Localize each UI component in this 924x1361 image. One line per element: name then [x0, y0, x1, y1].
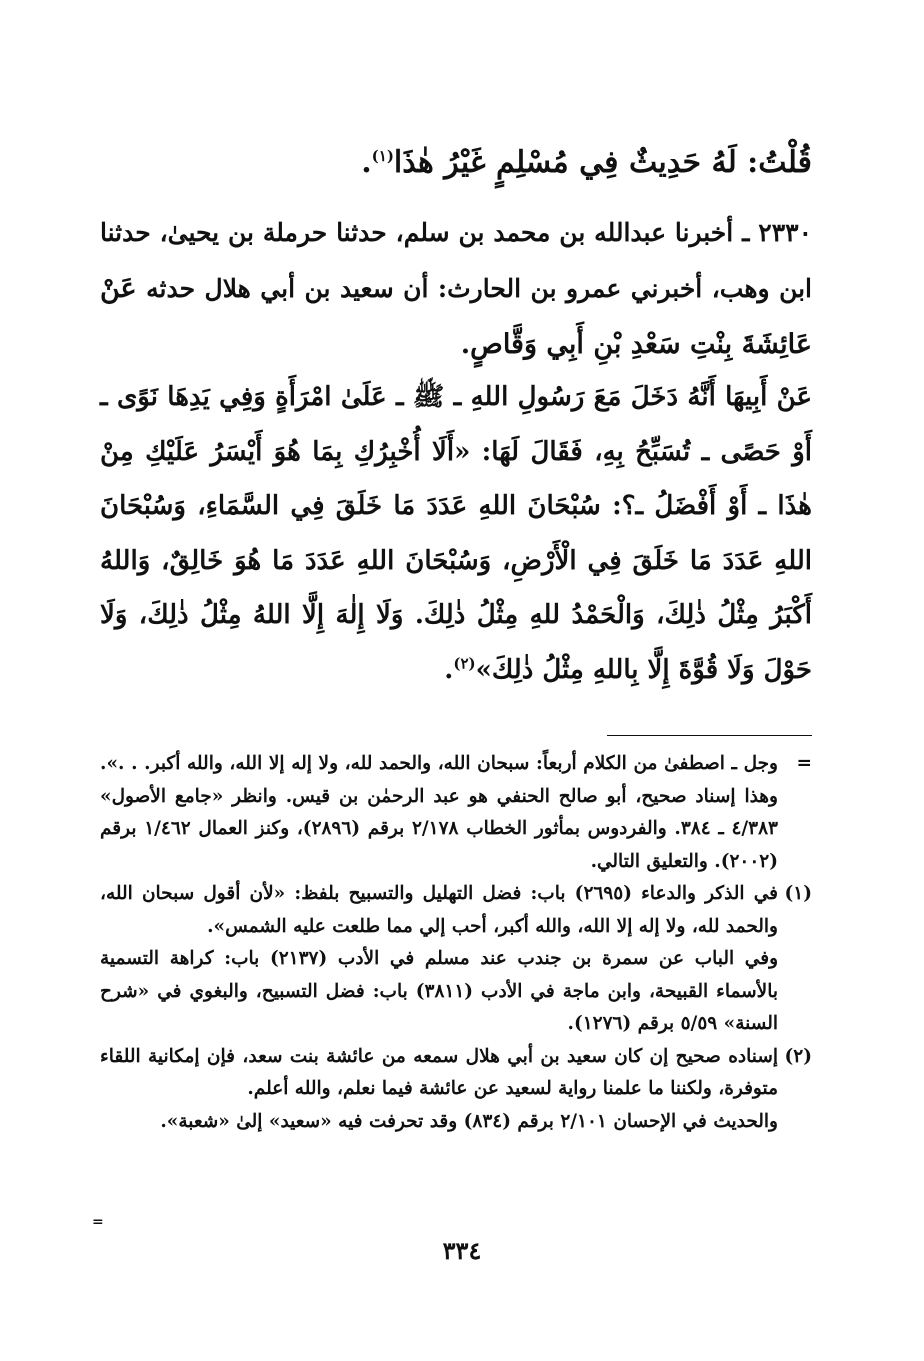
footnote-2-mark: (٢) [784, 1045, 812, 1067]
footnote-1-para-2: وفي الباب عن سمرة بن جندب عند مسلم في الأدب (٢١٣٧) باب: كراهة التسمية بالأسماء القبيحة، وابن ماجة في الأدب (٣٨١١) باب: فضل التسبيح، والبغوي في «شرح السنة» ٥/٥٩ برقم (١٢٧٦). [100, 948, 779, 1034]
hadith-matn [100, 370, 812, 697]
hadith-isnad [100, 205, 812, 373]
footnote-1-para-1: في الذكر والدعاء (٢٦٩٥) باب: فضل التهليل والتسبيح بلفظ: «لأن أقول سبحان الله، والحمد لله، ولا إله إلا الله، والله أكبر، أحب إلي مما طلعت عليه الشمس». [100, 883, 778, 937]
footnote-ref-1: (١) [371, 147, 394, 165]
isnad-narrator: عَنْ عَائِشَةَ بِنْتِ سَعْدِ بْنِ أَبِي وَقَّاصٍ. [100, 273, 812, 360]
hadith-text: عَنْ أَبِيهَا أَنَّهُ دَخَلَ مَعَ رَسُولِ اللهِ ـ ﷺ ـ عَلَىٰ امْرَأَةٍ وَفِي يَدِهَا نَوًى ـ أَوْ حَصًى ـ تُسَبِّحُ بِهِ، فَقَالَ لَهَا: «أَلَا أُخْبِرُكِ بِمَا هُوَ أَيْسَرُ عَلَيْكِ مِنْ هٰذَا ـ أَوْ أَفْضَلُ ـ؟: سُبْحَانَ اللهِ عَدَدَ مَا خَلَقَ فِي السَّمَاءِ، وَسُبْحَانَ اللهِ عَدَدَ مَا خَلَقَ فِي الْأَرْضِ، وَسُبْحَانَ اللهِ عَدَدَ مَا هُوَ خَالِقٌ، وَاللهُ أَكْبَرُ مِثْلُ ذٰلِكَ، وَالْحَمْدُ للهِ مِثْلُ ذٰلِكَ. وَلَا إِلٰهَ إِلَّا اللهُ مِثْلُ ذٰلِكَ، وَلَا حَوْلَ وَلَا قُوَّةَ إِلَّا بِاللهِ مِثْلُ ذٰلِكَ» [100, 382, 812, 685]
hadith-number: ٢٣٣٠ [758, 218, 813, 247]
footnote-divider [607, 735, 812, 736]
footnotes [100, 748, 812, 1138]
isnad-chain: أخبرنا عبدالله بن محمد بن سلم، حدثنا حرملة بن يحيىٰ، حدثنا ابن وهب، أخبرني عمرو بن الحارث: أن سعيد بن أبي هلال حدثه [100, 218, 812, 303]
footnote-2 [100, 1041, 812, 1139]
footnote-carryover [100, 748, 812, 878]
footnote-ref-2: (٢) [453, 653, 476, 672]
page-number: ٣٣٤ [442, 1236, 482, 1265]
comment-end: . [361, 145, 372, 180]
footnote-1 [100, 878, 812, 1041]
continuation-mark: = [92, 1214, 104, 1230]
footnote-2-para-2: والحديث في الإحسان ٢/١٠١ برقم (٨٣٤) وقد تحرفت فيه «سعيد» إلىٰ «شعبة». [160, 1110, 778, 1132]
hadith-end: . [444, 654, 454, 685]
comment-line [100, 140, 812, 186]
footnote-1-mark: (١) [784, 883, 812, 904]
comment-text: قُلْتُ: لَهُ حَدِيثٌ فِي مُسْلِمٍ غَيْرُ هٰذَا [393, 145, 812, 180]
number-dash: ـ [733, 218, 759, 247]
carryover-mark: = [796, 753, 812, 774]
footnote-2-para-1: إسناده صحيح إن كان سعيد بن أبي هلال سمعه من عائشة بنت سعد، فإن إمكانية اللقاء متوفرة، ولكننا ما علمنا رواية لسعيد عن عائشة فيما نعلم، والله أعلم. [100, 1045, 778, 1099]
carryover-text: وجل ـ اصطفىٰ من الكلام أربعاً: سبحان الله، والحمد لله، ولا إله إلا الله، والله أكبر. . .». وهذا إسناد صحيح، أبو صالح الحنفي هو عبد الرحمٰن بن قيس. وانظر «جامع الأصول» ٤/٣٨٣ ـ ٣٨٤. والفردوس بمأثور الخطاب ٢/١٧٨ برقم (٢٨٩٦)، وكنز العمال ١/٤٦٢ برقم (٢٠٠٢). والتعليق التالي. [100, 753, 778, 872]
